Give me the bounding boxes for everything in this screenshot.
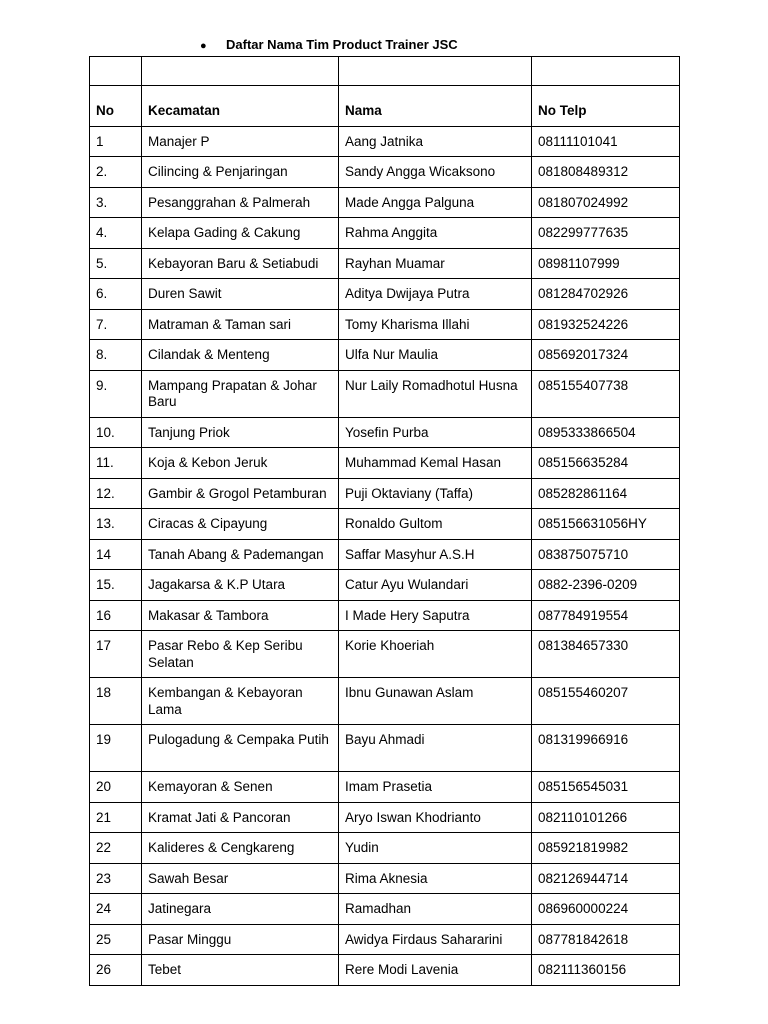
cell-telp: 082126944714 [532,863,680,894]
table-row [90,600,680,631]
table-row [90,924,680,955]
table-row [90,157,680,188]
cell-telp: 0882-2396-0209 [532,570,680,601]
cell-telp: 085155460207 [532,678,680,725]
cell-nama: Aditya Dwijaya Putra [339,279,532,310]
heading-title: Daftar Nama Tim Product Trainer JSC [226,37,458,52]
cell-telp: 085282861164 [532,478,680,509]
cell-telp: 086960000224 [532,894,680,925]
cell-kecamatan: Gambir & Grogol Petamburan [142,478,339,509]
table-row [90,340,680,371]
cell-telp: 081808489312 [532,157,680,188]
table-row [90,126,680,157]
table-row [90,725,680,772]
cell-no: 22 [90,833,142,864]
cell-no: 11. [90,448,142,479]
cell-nama: Imam Prasetia [339,772,532,803]
cell-nama: Made Angga Palguna [339,187,532,218]
cell-no: 14 [90,539,142,570]
cell-nama: Saffar Masyhur A.S.H [339,539,532,570]
cell-kecamatan: Pasar Minggu [142,924,339,955]
cell-kecamatan: Kramat Jati & Pancoran [142,802,339,833]
table-row [90,478,680,509]
cell-no: 20 [90,772,142,803]
cell-kecamatan: Sawah Besar [142,863,339,894]
cell-nama: Tomy Kharisma Illahi [339,309,532,340]
cell-nama: Rahma Anggita [339,218,532,249]
cell-nama: Catur Ayu Wulandari [339,570,532,601]
cell-kecamatan: Jatinegara [142,894,339,925]
blank-cell [90,57,142,86]
cell-no: 17 [90,631,142,678]
cell-telp: 081932524226 [532,309,680,340]
table-row [90,894,680,925]
cell-no: 21 [90,802,142,833]
cell-telp: 085692017324 [532,340,680,371]
cell-no: 23 [90,863,142,894]
cell-nama: Ramadhan [339,894,532,925]
cell-telp: 083875075710 [532,539,680,570]
table-row [90,570,680,601]
cell-telp: 087781842618 [532,924,680,955]
cell-no: 2. [90,157,142,188]
cell-no: 26 [90,955,142,986]
cell-telp: 082111360156 [532,955,680,986]
cell-telp: 081384657330 [532,631,680,678]
cell-no: 4. [90,218,142,249]
table-row [90,370,680,417]
cell-no: 16 [90,600,142,631]
column-header-nama: Nama [339,86,532,127]
cell-nama: Puji Oktaviany (Taffa) [339,478,532,509]
cell-kecamatan: Mampang Prapatan & Johar Baru [142,370,339,417]
table-row [90,417,680,448]
cell-telp: 085156545031 [532,772,680,803]
table-row [90,248,680,279]
cell-no: 18 [90,678,142,725]
cell-nama: Muhammad Kemal Hasan [339,448,532,479]
cell-no: 7. [90,309,142,340]
blank-cell [142,57,339,86]
cell-telp: 081807024992 [532,187,680,218]
bullet-icon: ● [200,40,207,52]
cell-nama: Yosefin Purba [339,417,532,448]
table-row [90,833,680,864]
cell-telp: 087784919554 [532,600,680,631]
table-row [90,678,680,725]
cell-nama: Aryo Iswan Khodrianto [339,802,532,833]
cell-telp: 085155407738 [532,370,680,417]
cell-no: 6. [90,279,142,310]
cell-no: 9. [90,370,142,417]
cell-nama: Ulfa Nur Maulia [339,340,532,371]
cell-kecamatan: Pesanggrahan & Palmerah [142,187,339,218]
cell-kecamatan: Tanah Abang & Pademangan [142,539,339,570]
cell-nama: Korie Khoeriah [339,631,532,678]
cell-nama: Yudin [339,833,532,864]
table-row [90,772,680,803]
cell-nama: Aang Jatnika [339,126,532,157]
cell-telp: 085921819982 [532,833,680,864]
header-row [90,86,680,127]
table-row [90,539,680,570]
table-row [90,509,680,540]
document-heading [200,36,458,55]
cell-nama: Bayu Ahmadi [339,725,532,772]
cell-no: 13. [90,509,142,540]
cell-nama: I Made Hery Saputra [339,600,532,631]
cell-telp: 0895333866504 [532,417,680,448]
cell-kecamatan: Tebet [142,955,339,986]
cell-kecamatan: Kemayoran & Senen [142,772,339,803]
cell-kecamatan: Cilincing & Penjaringan [142,157,339,188]
cell-telp: 081319966916 [532,725,680,772]
cell-no: 10. [90,417,142,448]
cell-kecamatan: Makasar & Tambora [142,600,339,631]
cell-nama: Awidya Firdaus Sahararini [339,924,532,955]
cell-nama: Rayhan Muamar [339,248,532,279]
cell-telp: 085156631056HY [532,509,680,540]
cell-kecamatan: Koja & Kebon Jeruk [142,448,339,479]
table-row [90,631,680,678]
cell-kecamatan: Pasar Rebo & Kep Seribu Selatan [142,631,339,678]
cell-nama: Rere Modi Lavenia [339,955,532,986]
table-row [90,309,680,340]
cell-kecamatan: Duren Sawit [142,279,339,310]
blank-cell [532,57,680,86]
cell-telp: 08981107999 [532,248,680,279]
cell-kecamatan: Matraman & Taman sari [142,309,339,340]
cell-no: 8. [90,340,142,371]
table-row [90,187,680,218]
column-header-kecamatan: Kecamatan [142,86,339,127]
column-header-telp: No Telp [532,86,680,127]
cell-no: 15. [90,570,142,601]
cell-no: 25 [90,924,142,955]
cell-kecamatan: Kalideres & Cengkareng [142,833,339,864]
table-row [90,218,680,249]
cell-nama: Nur Laily Romadhotul Husna [339,370,532,417]
blank-cell [339,57,532,86]
cell-telp: 082299777635 [532,218,680,249]
column-header-no: No [90,86,142,127]
cell-no: 3. [90,187,142,218]
cell-kecamatan: Tanjung Priok [142,417,339,448]
cell-no: 24 [90,894,142,925]
cell-no: 1 [90,126,142,157]
cell-nama: Ronaldo Gultom [339,509,532,540]
cell-kecamatan: Manajer P [142,126,339,157]
cell-kecamatan: Jagakarsa & K.P Utara [142,570,339,601]
cell-kecamatan: Cilandak & Menteng [142,340,339,371]
table-row [90,279,680,310]
cell-telp: 085156635284 [532,448,680,479]
cell-nama: Ibnu Gunawan Aslam [339,678,532,725]
trainer-table [89,56,680,986]
table-row [90,955,680,986]
cell-kecamatan: Ciracas & Cipayung [142,509,339,540]
cell-nama: Rima Aknesia [339,863,532,894]
table-row [90,863,680,894]
table-row [90,802,680,833]
cell-no: 19 [90,725,142,772]
cell-kecamatan: Kembangan & Kebayoran Lama [142,678,339,725]
cell-kecamatan: Kelapa Gading & Cakung [142,218,339,249]
cell-kecamatan: Kebayoran Baru & Setiabudi [142,248,339,279]
cell-telp: 08111101041 [532,126,680,157]
cell-telp: 081284702926 [532,279,680,310]
blank-row [90,57,680,86]
cell-telp: 082110101266 [532,802,680,833]
cell-kecamatan: Pulogadung & Cempaka Putih [142,725,339,772]
table-row [90,448,680,479]
cell-no: 5. [90,248,142,279]
cell-no: 12. [90,478,142,509]
cell-nama: Sandy Angga Wicaksono [339,157,532,188]
